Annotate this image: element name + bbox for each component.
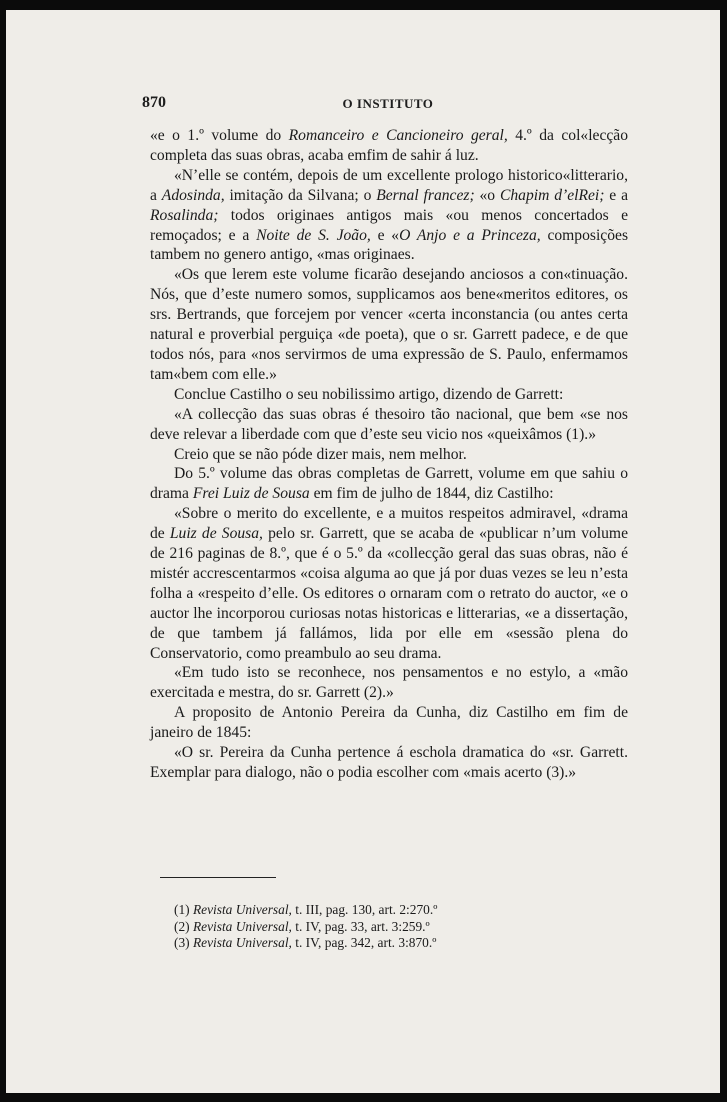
paragraph: «N’elle se contém, depois de um excellente prologo historico«litterario, a Adosinda, imitação da Silvana; o Bernal francez; «o Chapim d’elRei; e a Rosalinda; todos originaes antigos mais «ou menos concertados e remoçados; e a Noite de S. João, e «O Anjo e a Princeza, composições tambem no genero antigo, «mas originaes.	[150, 166, 629, 264]
paragraph: «e o 1.º volume do Romanceiro e Cancioneiro geral, 4.º da col«lecção completa das suas obras, acaba emfim de sahir á luz.	[150, 127, 629, 164]
paragraph: «Sobre o merito do excellente, e a muitos respeitos admiravel, «drama de Luiz de Sousa, pelo sr. Garrett, que se acaba de «publicar n’um volume de 216 paginas de 8.º, que é o 5.º da «collecção geral das suas obras, não é mistér accrescentarmos «coisa alguma ao que já por duas vezes se leu n’esta folha a «respeito d’elle. Os editores o ornaram com o retrato do auctor, «e o auctor lhe incorporou curiosas notas historicas e litterarias, «e a dissertação, de que tambem já fallámos, lida por elle em «sessão plena do Conservatorio, como preambulo ao seu drama.	[150, 505, 628, 662]
footnote: (3) Revista Universal, t. IV, pag. 342, art. 3:870.º	[174, 935, 437, 950]
page-header	[142, 94, 634, 116]
paragraph: «Em tudo isto se reconhece, nos pensamentos e no estylo, a «mão exercitada e mestra, do sr. Garrett (2).»	[150, 664, 628, 702]
paragraph: Do 5.º volume das obras completas de Garrett, volume em que sahiu o drama Frei Luiz de Sousa em fim de julho de 1844, diz Castilho:	[150, 465, 628, 503]
italic-run: Rosalinda;	[150, 206, 219, 224]
paragraph: Creio que se não póde dizer mais, nem melhor.	[174, 445, 467, 463]
italic-run: Chapim d’elRei;	[499, 186, 605, 204]
italic-run: O Anjo e a Princeza,	[399, 226, 541, 244]
paragraph: «Os que lerem este volume ficarão desejando anciosos a con«tinuação. Nós, que d’este numero somos, supplicamos aos bene«meritos editores, os srs. Bertrands, que forcejem por vencer «certa inconstancia (ou antes certa natural e proverbial perguiça «de poeta), que o sr. Garrett padece, e de que todos nós, para «nos servirmos de uma expressão de S. Paulo, enfermamos tam«bem com elle.»	[150, 266, 628, 383]
italic-run: Revista Universal,	[192, 935, 292, 950]
footnote: (1) Revista Universal, t. III, pag. 130, art. 2:270.º	[174, 902, 438, 917]
italic-run: Noite de S. João,	[256, 226, 371, 244]
italic-run: Luiz de Sousa,	[169, 525, 263, 543]
italic-run: Frei Luiz de Sousa	[192, 485, 310, 503]
italic-run: Bernal francez;	[376, 186, 475, 204]
footnote-rule	[160, 877, 276, 878]
body-text	[150, 126, 628, 783]
italic-run: Romanceiro e Cancioneiro geral,	[288, 127, 508, 144]
footnotes	[174, 902, 594, 952]
footnote: (2) Revista Universal, t. IV, pag. 33, art. 3:259.º	[174, 918, 430, 934]
page-number: 870	[142, 94, 166, 111]
paragraph: «A collecção das suas obras é thesoiro tão nacional, que bem «se nos deve relevar a liberdade com que d’este seu vicio nos «queixâmos (1).»	[150, 405, 628, 443]
italic-run: Revista Universal,	[192, 918, 292, 934]
paragraph: «O sr. Pereira da Cunha pertence á eschola dramatica do «sr. Garrett. Exemplar para dialogo, não o podia escolher com «mais acerto (3).»	[150, 744, 628, 781]
running-title: O INSTITUTO	[342, 96, 434, 111]
paragraph: A proposito de Antonio Pereira da Cunha, diz Castilho em fim de janeiro de 1845:	[150, 704, 628, 742]
italic-run: Revista Universal,	[192, 902, 292, 917]
paragraph: Conclue Castilho o seu nobilissimo artigo, dizendo de Garrett:	[174, 385, 564, 403]
italic-run: Adosinda,	[161, 186, 225, 204]
